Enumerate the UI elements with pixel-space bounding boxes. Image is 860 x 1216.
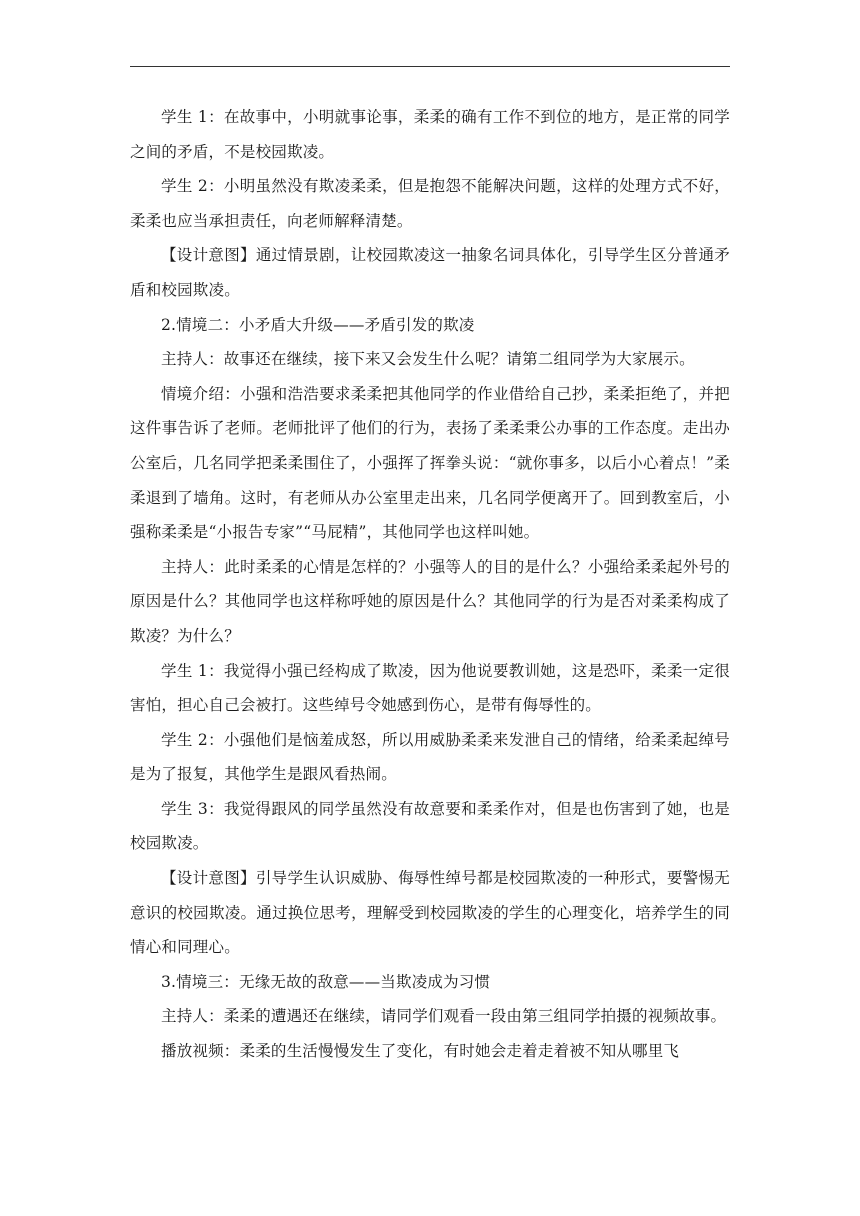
- section-heading: 3.情境三：无缘无故的敌意——当欺凌成为习惯: [161, 972, 491, 991]
- paragraph: 播放视频：柔柔的生活慢慢发生了变化，有时她会走着走着被不知从哪里飞: [161, 1042, 680, 1061]
- paragraph: 主持人：柔柔的遭遇还在继续，请同学们观看一段由第三组同学拍摄的视频故事。: [161, 1007, 727, 1026]
- paragraph: 主持人：此时柔柔的心情是怎样的？小强等人的目的是什么？小强给柔柔起外号的原因是什么？其他同学也这样称呼她的原因是什么？其他同学的行为是否对柔柔构成了欺凌？为什么？: [130, 557, 730, 645]
- paragraph: 学生 2：小明虽然没有欺凌柔柔，但是抱怨不能解决问题，这样的处理方式不好，柔柔也应当承担责任，向老师解释清楚。: [130, 177, 730, 230]
- paragraph: 情境介绍：小强和浩浩要求柔柔把其他同学的作业借给自己抄，柔柔拒绝了，并把这件事告诉了老师。老师批评了他们的行为，表扬了柔柔秉公办事的工作态度。走出办公室后，几名同学把柔柔围住了，小强挥了挥拳头说：“就你事多，以后小心着点！”柔柔退到了墙角。这时，有老师从办公室里走出来，几名同学便离开了。回到教室后，小强称柔柔是“小报告专家”“马屁精”，其他同学也这样叫她。: [130, 384, 730, 542]
- paragraph: 学生 1：我觉得小强已经构成了欺凌，因为他说要教训她，这是恐吓，柔柔一定很害怕，担心自己会被打。这些绰号令她感到伤心，是带有侮辱性的。: [130, 661, 730, 715]
- paragraph: 主持人：故事还在继续，接下来又会发生什么呢？请第二组同学为大家展示。: [161, 350, 695, 369]
- document-body: [130, 100, 730, 1069]
- paragraph: 学生 2：小强他们是恼羞成怒，所以用威胁柔柔来发泄自己的情绪，给柔柔起绰号是为了报复，其他学生是跟风看热闹。: [130, 730, 730, 784]
- paragraph: 【设计意图】引导学生认识威胁、侮辱性绰号都是校园欺凌的一种形式，要警惕无意识的校园欺凌。通过换位思考，理解受到校园欺凌的学生的心理变化，培养学生的同情心和同理心。: [130, 869, 730, 957]
- section-heading: 2.情境二：小矛盾大升级——矛盾引发的欺凌: [161, 315, 475, 334]
- header-rule: [130, 66, 730, 67]
- paragraph: 学生 3：我觉得跟风的同学虽然没有故意要和柔柔作对，但是也伤害到了她，也是校园欺凌。: [130, 799, 730, 853]
- paragraph: 学生 1：在故事中，小明就事论事，柔柔的确有工作不到位的地方，是正常的同学之间的矛盾，不是校园欺凌。: [130, 108, 730, 161]
- paragraph: 【设计意图】通过情景剧，让校园欺凌这一抽象名词具体化，引导学生区分普通矛盾和校园欺凌。: [130, 246, 730, 299]
